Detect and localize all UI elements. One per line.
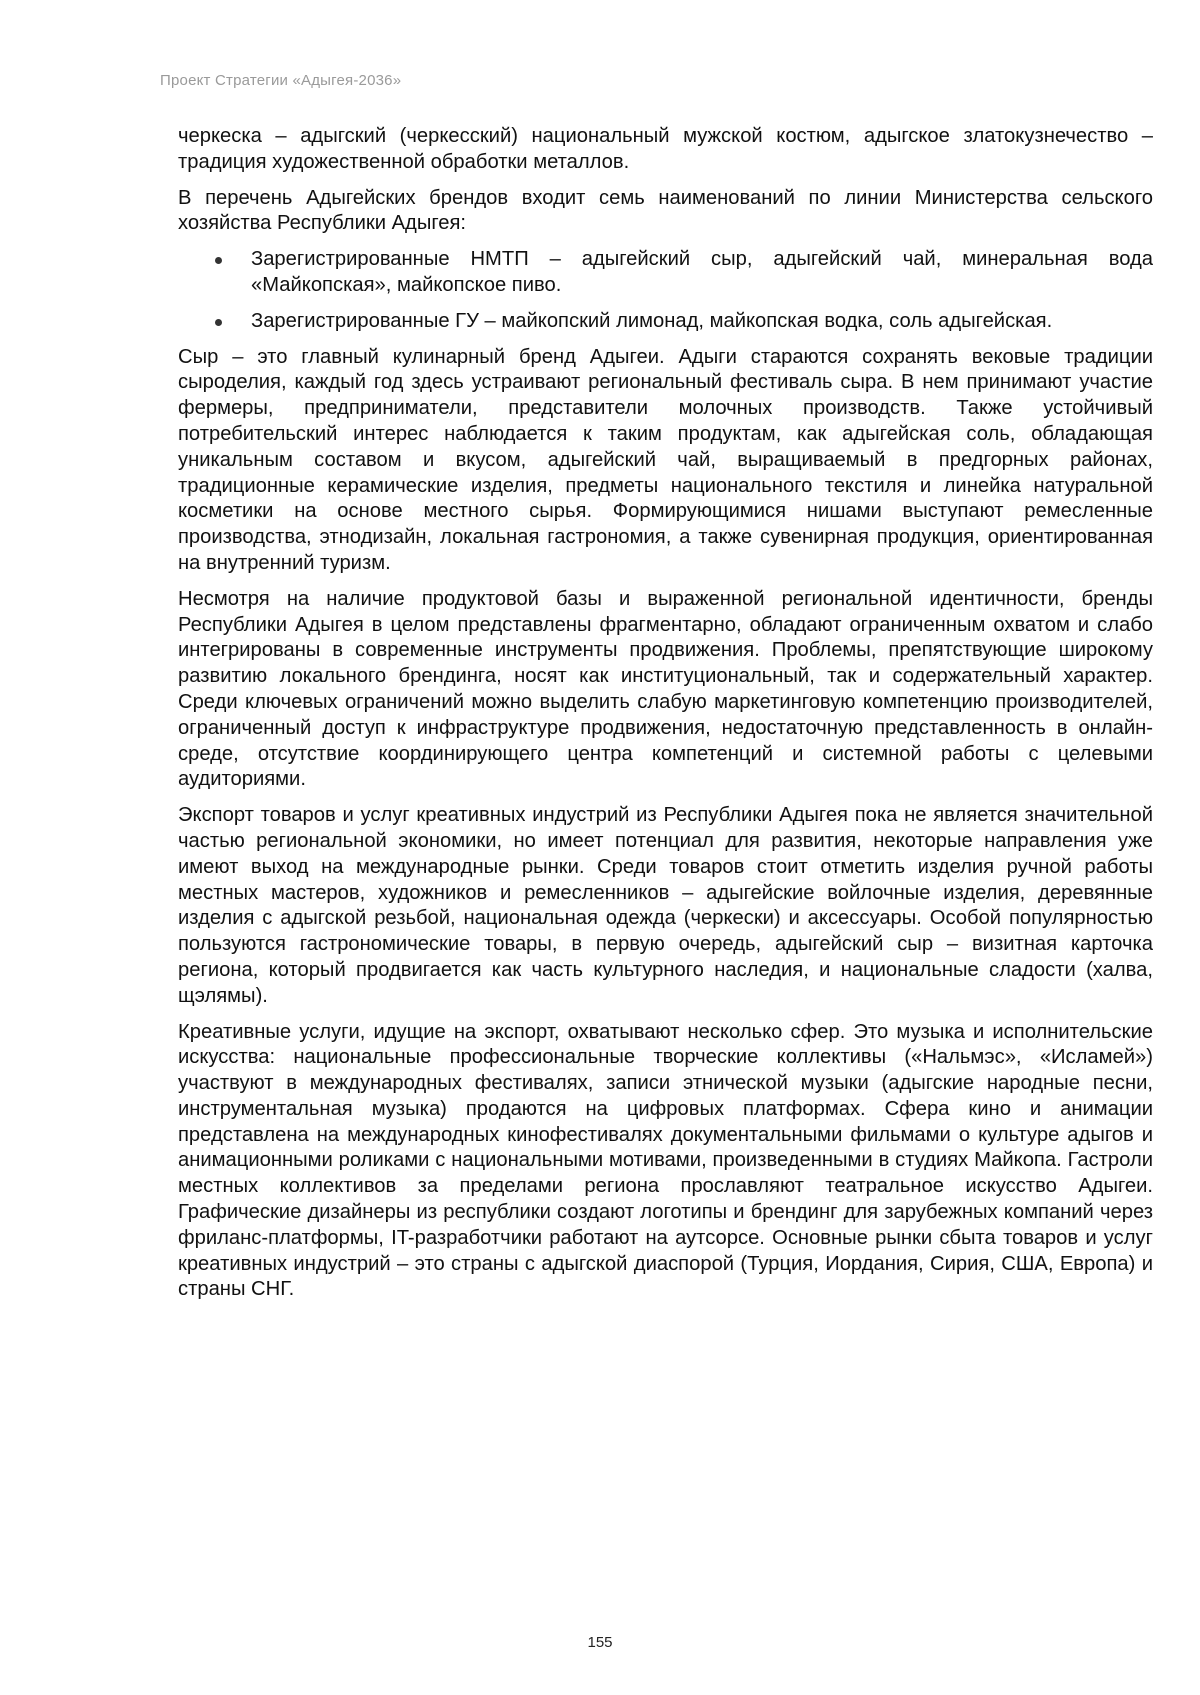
brand-list bbox=[178, 247, 1153, 334]
page-body bbox=[178, 124, 1153, 1313]
paragraph-export-goods: Экспорт товаров и услуг креативных индустрий из Республики Адыгея пока не является значительной частью региональной экономики, но имеет потенциал для развития, некоторые направления уже имеют выход на международные рынки. Среди товаров стоит отметить изделия ручной работы местных мастеров, художников и ремесленников – адыгейские войлочные изделия, деревянные изделия с адыгской резьбой, национальная одежда (черкески) и аксессуары. Особой популярностью пользуются гастрономические товары, в первую очередь, адыгейский сыр – визитная карточка региона, который продвигается как часть культурного наследия, и национальные сладости (халва, щэлямы). bbox=[178, 804, 1153, 1007]
page-number: 155 bbox=[587, 1634, 613, 1651]
list-item bbox=[178, 309, 1153, 335]
list-item-text: Зарегистрированные ГУ – майкопский лимонад, майкопская водка, соль адыгейская. bbox=[251, 309, 1053, 332]
paragraph-brands-intro: В перечень Адыгейских брендов входит семь наименований по линии Министерства сельского хозяйства Республики Адыгея: bbox=[178, 186, 1153, 235]
list-item bbox=[178, 247, 1153, 299]
bullet-icon bbox=[215, 257, 222, 264]
bullet-icon bbox=[215, 319, 222, 326]
list-item-text: Зарегистрированные НМТП – адыгейский сыр, адыгейский чай, минеральная вода «Майкопская», майкопское пиво. bbox=[251, 248, 1153, 296]
running-header: Проект Стратегии «Адыгея-2036» bbox=[160, 72, 402, 89]
paragraph-cheese: Сыр – это главный кулинарный бренд Адыгеи. Адыги стараются сохранять вековые традиции сыроделия, каждый год здесь устраивают региональный фестиваль сыра. В нем принимают участие фермеры, предприниматели, представители молочных производств. Также устойчивый потребительский интерес наблюдается к таким продуктам, как адыгейская соль, обладающая уникальным составом и вкусом, адыгейский чай, выращиваемый в предгорных районах, традиционные керамические изделия, предметы национального текстиля и линейка натуральной косметики на основе местного сырья. Формирующимися нишами выступают ремесленные производства, этнодизайн, локальная гастрономия, а также сувенирная продукция, ориентированная на внутренний туризм. bbox=[178, 345, 1153, 574]
paragraph-export-services: Креативные услуги, идущие на экспорт, охватывают несколько сфер. Это музыка и исполнительские искусства: национальные профессиональные творческие коллективы («Нальмэс», «Исламей») участвуют в международных фестивалях, записи этнической музыки (адыгские народные песни, инструментальная музыка) продаются на цифровых платформах. Сфера кино и анимации представлена на международных кинофестивалях документальными фильмами о культуре адыгов и анимационными роликами с национальными мотивами, произведенными в студиях Майкопа. Гастроли местных коллективов за пределами региона прославляют театральное искусство Адыгеи. Графические дизайнеры из республики создают логотипы и брендинг для зарубежных компаний через фриланс-платформы, IT-разработчики работают на аутсорсе. Основные рынки сбыта товаров и услуг креативных индустрий – это страны с адыгской диаспорой (Турция, Иордания, Сирия, США, Европа) и страны СНГ. bbox=[178, 1020, 1153, 1301]
paragraph-branding-problems: Несмотря на наличие продуктовой базы и выраженной региональной идентичности, бренды Республики Адыгея в целом представлены фрагментарно, обладают ограниченным охватом и слабо интегрированы в современные инструменты продвижения. Проблемы, препятствующие широкому развитию локального брендинга, носят как институциональный, так и содержательный характер. Среди ключевых ограничений можно выделить слабую маркетинговую компетенцию производителей, ограниченный доступ к инфраструктуре продвижения, недостаточную представленность в онлайн-среде, отсутствие координирующего центра компетенций и системной работы с целевыми аудиториями. bbox=[178, 587, 1153, 791]
paragraph-cherkeska: черкеска – адыгский (черкесский) национальный мужской костюм, адыгское златокузнечество – традиция художественной обработки металлов. bbox=[178, 125, 1153, 173]
